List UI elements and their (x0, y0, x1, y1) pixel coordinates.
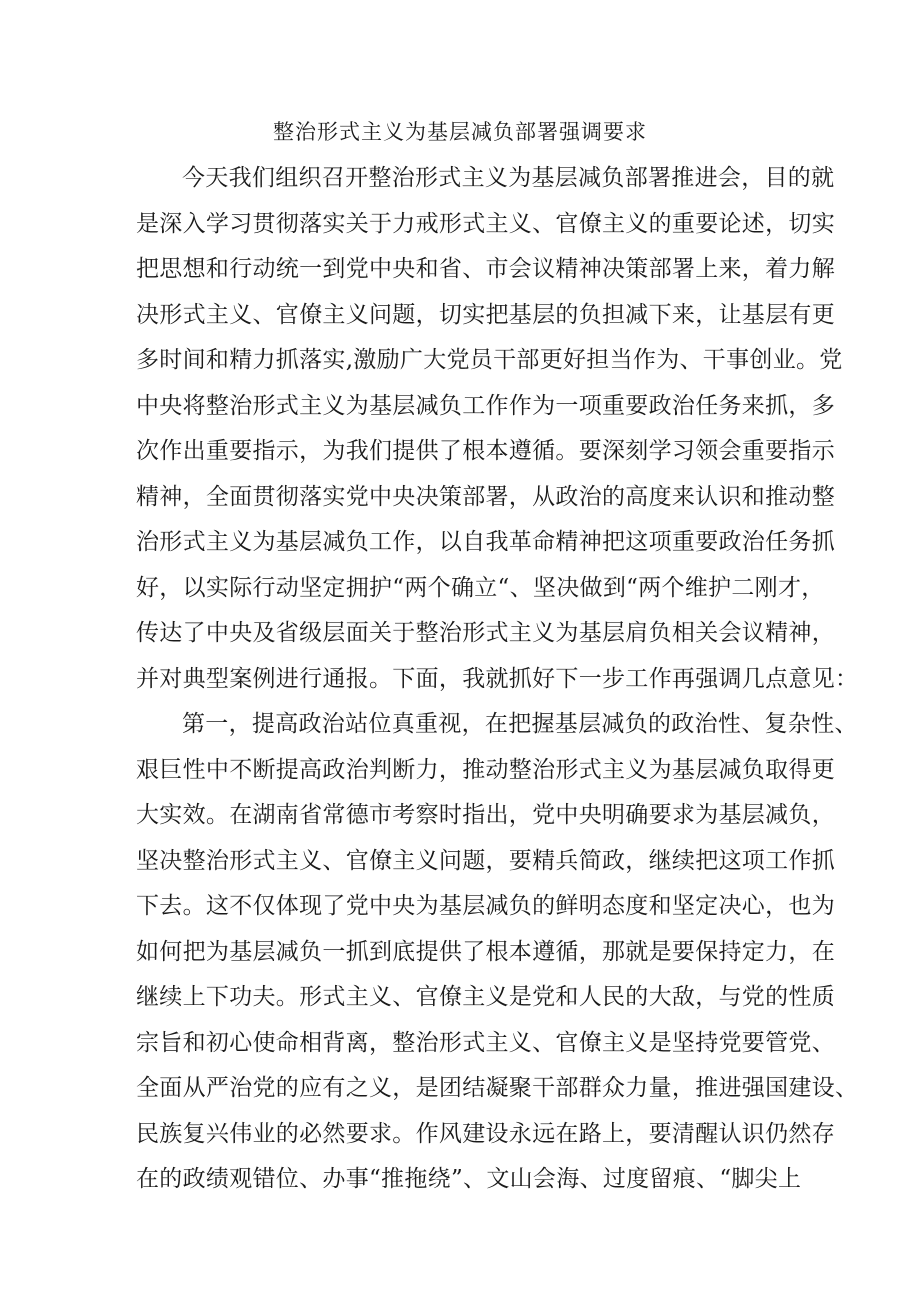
text-line: 次作出重要指示，为我们提供了根本遵循。要深刻学习领会重要指示 (136, 438, 835, 464)
text-line: 大实效。在湖南省常德市考察时指出，党中央明确要求为基层减负， (136, 802, 835, 828)
text-line: 传达了中央及省级层面关于整治形式主义为基层肩负相关会议精神， (136, 620, 835, 646)
text-line: 第一，提高政治站位真重视，在把握基层减负的政治性、复杂性、 (182, 711, 858, 737)
text-line: 全面从严治党的应有之义，是团结凝聚干部群众力量，推进强国建设、 (136, 1075, 859, 1101)
text-line: 治形式主义为基层减负工作，以自我革命精神把这项重要政治任务抓 (136, 529, 835, 555)
text-line: 继续上下功夫。形式主义、官僚主义是党和人民的大敌，与党的性质 (136, 984, 835, 1010)
text-line: 如何把为基层减负一抓到底提供了根本遵循，那就是要保持定力，在 (136, 939, 835, 965)
text-line: 在的政绩观错位、办事“推拖绕”、文山会海、过度留痕、“脚尖上 (136, 1166, 802, 1192)
document-title: 整治形式主义为基层减负部署强调要求 (273, 120, 647, 144)
text-line: 好，以实际行动坚定拥护“两个确立“、坚决做到“两个维护二刚才， (136, 575, 825, 601)
text-line: 并对典型案例进行通报。下面，我就抓好下一步工作再强调几点意见： (136, 666, 859, 692)
text-line: 中央将整治形式主义为基层减负工作作为一项重要政治任务来抓，多 (136, 393, 835, 419)
text-line: 精神，全面贯彻落实党中央决策部署，从政治的高度来认识和推动整 (136, 484, 835, 510)
text-line: 把思想和行动统一到党中央和省、市会议精神决策部署上来，着力解 (136, 256, 835, 282)
text-line: 坚决整治形式主义、官僚主义问题，要精兵简政，继续把这项工作抓 (136, 848, 835, 874)
text-line: 下去。这不仅体现了党中央为基层减负的鲜明态度和坚定决心，也为 (136, 893, 835, 919)
text-line: 今天我们组织召开整治形式主义为基层减负部署推进会，目的就 (182, 165, 835, 191)
text-line: 民族复兴伟业的必然要求。作风建设永远在路上，要清醒认识仍然存 (136, 1121, 835, 1147)
text-line: 艰巨性中不断提高政治判断力，推动整治形式主义为基层减负取得更 (136, 757, 835, 783)
text-line: 多时间和精力抓落实,激励广大党员干部更好担当作为、干事创业。党 (136, 347, 843, 373)
text-line: 是深入学习贯彻落实关于力戒形式主义、官僚主义的重要论述，切实 (136, 211, 835, 237)
text-line: 宗旨和初心使命相背离，整治形式主义、官僚主义是坚持党要管党、 (136, 1030, 835, 1056)
text-line: 决形式主义、官僚主义问题，切实把基层的负担减下来，让基层有更 (136, 302, 835, 328)
